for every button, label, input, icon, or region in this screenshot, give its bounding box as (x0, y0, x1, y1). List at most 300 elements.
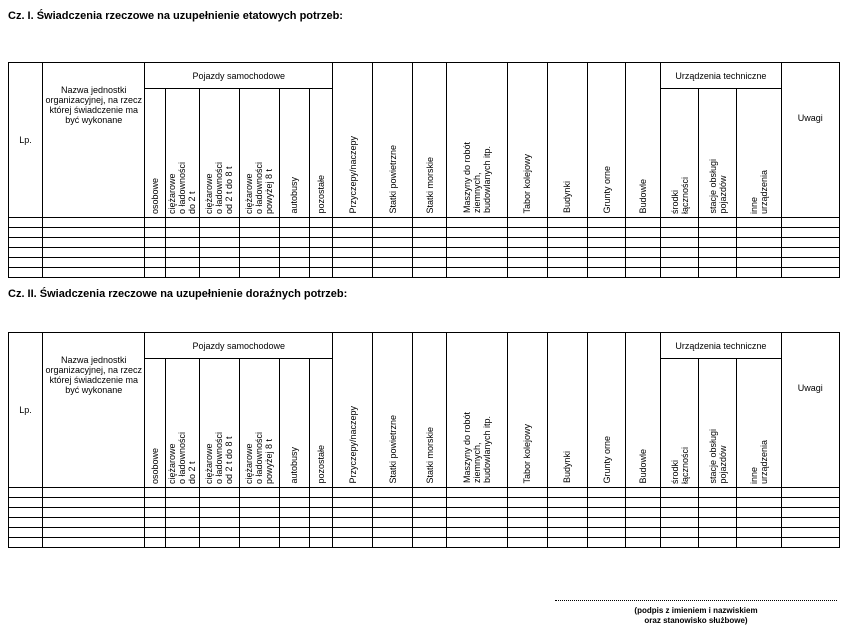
table-cell[interactable] (661, 518, 699, 528)
table-cell[interactable] (781, 268, 839, 278)
table-cell[interactable] (699, 498, 737, 508)
table-cell[interactable] (507, 228, 547, 238)
table-cell[interactable] (145, 538, 165, 548)
table-cell[interactable] (310, 228, 333, 238)
table-cell[interactable] (699, 268, 737, 278)
header-column-8 (626, 63, 661, 218)
table-cell[interactable] (9, 268, 43, 278)
table-cell[interactable] (145, 248, 165, 258)
table-cell[interactable] (661, 248, 699, 258)
table-cell[interactable] (279, 488, 309, 498)
table-cell[interactable] (737, 218, 781, 228)
table-cell[interactable] (165, 238, 199, 248)
table-cell[interactable] (447, 498, 507, 508)
table-cell[interactable] (373, 508, 413, 518)
table-cell[interactable] (626, 268, 661, 278)
table-cell[interactable] (279, 218, 309, 228)
header-column-5 (507, 333, 547, 488)
table-cell[interactable] (310, 258, 333, 268)
table-cell[interactable] (547, 538, 587, 548)
table-cell[interactable] (9, 248, 43, 258)
table-cell[interactable] (507, 528, 547, 538)
header-column-label: Przyczepy/naczepy (347, 405, 358, 484)
table-cell[interactable] (199, 268, 239, 278)
table-cell[interactable] (661, 218, 699, 228)
table-cell[interactable] (9, 258, 43, 268)
table-cell[interactable] (781, 508, 839, 518)
table-cell[interactable] (43, 538, 145, 548)
table-cell[interactable] (310, 268, 333, 278)
header-column-6 (547, 63, 587, 218)
table-cell[interactable] (333, 218, 373, 228)
header-column-label: Grunty orne (601, 165, 612, 214)
table-cell[interactable] (413, 268, 447, 278)
table-cell[interactable] (507, 508, 547, 518)
table-cell[interactable] (373, 238, 413, 248)
table-row (9, 228, 840, 238)
table-cell[interactable] (737, 488, 781, 498)
table-cell[interactable] (661, 508, 699, 518)
table-cell[interactable] (239, 268, 279, 278)
table-cell[interactable] (239, 528, 279, 538)
table-cell[interactable] (145, 228, 165, 238)
table-cell[interactable] (413, 538, 447, 548)
table-cell[interactable] (279, 498, 309, 508)
table-cell[interactable] (587, 488, 625, 498)
table-cell[interactable] (699, 238, 737, 248)
table-cell[interactable] (413, 258, 447, 268)
table-cell[interactable] (279, 228, 309, 238)
table-cell[interactable] (737, 258, 781, 268)
table-cell[interactable] (373, 218, 413, 228)
header-vehicle-label: autobusy (289, 447, 300, 484)
table-cell[interactable] (279, 268, 309, 278)
table-cell[interactable] (547, 228, 587, 238)
table-cell[interactable] (547, 268, 587, 278)
table-cell[interactable] (310, 238, 333, 248)
table-cell[interactable] (145, 488, 165, 498)
table-cell[interactable] (507, 518, 547, 528)
table-cell[interactable] (310, 498, 333, 508)
table-cell[interactable] (199, 218, 239, 228)
table-row (9, 498, 840, 508)
table-cell[interactable] (310, 528, 333, 538)
table-cell[interactable] (165, 248, 199, 258)
table-cell[interactable] (781, 488, 839, 498)
table-cell[interactable] (699, 248, 737, 258)
table-cell[interactable] (9, 238, 43, 248)
table-cell[interactable] (547, 508, 587, 518)
table-cell[interactable] (43, 228, 145, 238)
table-cell[interactable] (239, 218, 279, 228)
table-cell[interactable] (413, 498, 447, 508)
header-column-5 (507, 63, 547, 218)
table-cell[interactable] (239, 228, 279, 238)
table-cell[interactable] (781, 538, 839, 548)
table-cell[interactable] (165, 528, 199, 538)
table-row (9, 508, 840, 518)
table-cell[interactable] (547, 488, 587, 498)
table-cell[interactable] (447, 218, 507, 228)
table-cell[interactable] (239, 508, 279, 518)
table-cell[interactable] (661, 498, 699, 508)
table-cell[interactable] (333, 268, 373, 278)
table-cell[interactable] (239, 518, 279, 528)
header-vehicle-label: ciężarowe o ładowności od 2 t do 8 t (204, 161, 235, 214)
table-cell[interactable] (373, 268, 413, 278)
table-cell[interactable] (781, 528, 839, 538)
table-cell[interactable] (626, 228, 661, 238)
header-vehicle-label: ciężarowe o ładowności do 2 t (167, 431, 198, 484)
header-column-label: Budynki (562, 451, 573, 484)
table-cell[interactable] (9, 218, 43, 228)
table-cell[interactable] (587, 238, 625, 248)
table-cell[interactable] (43, 498, 145, 508)
table-cell[interactable] (547, 238, 587, 248)
table-cell[interactable] (626, 538, 661, 548)
table-cell[interactable] (699, 258, 737, 268)
table-cell[interactable] (43, 518, 145, 528)
table-cell[interactable] (333, 498, 373, 508)
table-cell[interactable] (626, 518, 661, 528)
header-column-2 (373, 63, 413, 218)
header-column-label: Budowle (638, 448, 649, 484)
table-cell[interactable] (661, 258, 699, 268)
table-cell[interactable] (239, 248, 279, 258)
header-vehicle-5 (279, 359, 309, 488)
table-cell[interactable] (165, 498, 199, 508)
table-cell[interactable] (310, 248, 333, 258)
table-cell[interactable] (165, 218, 199, 228)
table-cell[interactable] (587, 538, 625, 548)
table-cell[interactable] (9, 538, 43, 548)
table-cell[interactable] (279, 538, 309, 548)
header-vehicle-2 (165, 89, 199, 218)
table-cell[interactable] (279, 258, 309, 268)
table-cell[interactable] (547, 248, 587, 258)
header-device-3 (737, 89, 781, 218)
table-cell[interactable] (587, 218, 625, 228)
table-cell[interactable] (587, 228, 625, 238)
table-cell[interactable] (9, 528, 43, 538)
table-cell[interactable] (699, 508, 737, 518)
header-column-6 (547, 333, 587, 488)
header-column-label: Tabor kolejowy (522, 423, 533, 484)
header-vehicle-label: ciężarowe o ładowności od 2 t do 8 t (204, 431, 235, 484)
table-cell[interactable] (587, 268, 625, 278)
table-cell[interactable] (413, 528, 447, 538)
table-cell[interactable] (626, 528, 661, 538)
header-vehicle-6 (310, 89, 333, 218)
table-cell[interactable] (507, 218, 547, 228)
table-cell[interactable] (239, 498, 279, 508)
table-cell[interactable] (43, 258, 145, 268)
table-cell[interactable] (781, 228, 839, 238)
table-cell[interactable] (43, 488, 145, 498)
table-cell[interactable] (587, 248, 625, 258)
table-cell[interactable] (447, 258, 507, 268)
table-cell[interactable] (373, 498, 413, 508)
header-device-label: środki łączności (669, 446, 690, 484)
section-1-title: Cz. I. Świadczenia rzeczowe na uzupełnienie etatowych potrzeb: (8, 10, 343, 22)
table-cell[interactable] (199, 228, 239, 238)
table-cell[interactable] (781, 218, 839, 228)
table-cell[interactable] (43, 248, 145, 258)
table-cell[interactable] (413, 238, 447, 248)
table-cell[interactable] (661, 528, 699, 538)
header-column-1 (333, 333, 373, 488)
table-cell[interactable] (699, 228, 737, 238)
table-cell[interactable] (199, 498, 239, 508)
table-row (9, 528, 840, 538)
header-column-label: Budowle (638, 178, 649, 214)
header-column-8 (626, 333, 661, 488)
table-cell[interactable] (626, 488, 661, 498)
table-cell[interactable] (661, 268, 699, 278)
table-cell[interactable] (661, 538, 699, 548)
table-cell[interactable] (145, 528, 165, 538)
section-1-table (8, 62, 840, 278)
table-cell[interactable] (199, 488, 239, 498)
table-cell[interactable] (43, 218, 145, 228)
header-lp: Lp. (9, 63, 43, 218)
table-cell[interactable] (333, 528, 373, 538)
table-cell[interactable] (145, 518, 165, 528)
table-cell[interactable] (447, 508, 507, 518)
table-cell[interactable] (373, 538, 413, 548)
table-cell[interactable] (9, 508, 43, 518)
table-cell[interactable] (587, 258, 625, 268)
header-notes: Uwagi (781, 333, 839, 488)
table-cell[interactable] (699, 218, 737, 228)
table-cell[interactable] (447, 238, 507, 248)
table-cell[interactable] (447, 538, 507, 548)
table-row (9, 238, 840, 248)
table-cell[interactable] (447, 248, 507, 258)
table-cell[interactable] (587, 498, 625, 508)
table-cell[interactable] (310, 508, 333, 518)
table-cell[interactable] (373, 258, 413, 268)
table-cell[interactable] (507, 538, 547, 548)
table-cell[interactable] (373, 488, 413, 498)
header-vehicle-3 (199, 359, 239, 488)
table-row (9, 218, 840, 228)
table-row (9, 258, 840, 268)
table-cell[interactable] (239, 258, 279, 268)
table-cell[interactable] (279, 528, 309, 538)
table-cell[interactable] (9, 498, 43, 508)
table-cell[interactable] (165, 258, 199, 268)
table-cell[interactable] (373, 228, 413, 238)
table-cell[interactable] (507, 258, 547, 268)
table-cell[interactable] (626, 218, 661, 228)
table-cell[interactable] (165, 518, 199, 528)
table-cell[interactable] (737, 508, 781, 518)
section-2-title: Cz. II. Świadczenia rzeczowe na uzupełnienie doraźnych potrzeb: (8, 288, 348, 300)
table-cell[interactable] (333, 488, 373, 498)
header-vehicle-label: pozostałe (316, 175, 327, 214)
table-cell[interactable] (310, 518, 333, 528)
table-cell[interactable] (239, 538, 279, 548)
signature-line[interactable] (555, 600, 837, 601)
table-cell[interactable] (413, 508, 447, 518)
table-cell[interactable] (781, 248, 839, 258)
header-device-label: stacje obsługi pojazdów (707, 159, 728, 214)
table-row (9, 248, 840, 258)
table-cell[interactable] (626, 238, 661, 248)
table-cell[interactable] (145, 238, 165, 248)
table-cell[interactable] (413, 488, 447, 498)
table-row (9, 268, 840, 278)
table-cell[interactable] (507, 488, 547, 498)
header-column-label: Grunty orne (601, 435, 612, 484)
table-cell[interactable] (699, 538, 737, 548)
table-cell[interactable] (507, 268, 547, 278)
table-cell[interactable] (626, 508, 661, 518)
table-cell[interactable] (43, 528, 145, 538)
table-cell[interactable] (547, 258, 587, 268)
table-cell[interactable] (626, 248, 661, 258)
table-cell[interactable] (199, 518, 239, 528)
table-cell[interactable] (43, 268, 145, 278)
header-device-label: inne urządzenia (749, 169, 770, 214)
header-vehicle-label: ciężarowe o ładowności powyżej 8 t (244, 431, 275, 484)
table-cell[interactable] (43, 238, 145, 248)
table-cell[interactable] (661, 488, 699, 498)
header-column-7 (587, 333, 625, 488)
table-cell[interactable] (145, 268, 165, 278)
table-cell[interactable] (239, 488, 279, 498)
table-cell[interactable] (279, 518, 309, 528)
table-cell[interactable] (199, 238, 239, 248)
table-cell[interactable] (413, 518, 447, 528)
table-cell[interactable] (199, 258, 239, 268)
table-cell[interactable] (737, 248, 781, 258)
table-cell[interactable] (9, 228, 43, 238)
table-cell[interactable] (507, 238, 547, 248)
table-cell[interactable] (781, 518, 839, 528)
table-cell[interactable] (333, 508, 373, 518)
table-cell[interactable] (547, 498, 587, 508)
table-cell[interactable] (165, 228, 199, 238)
table-cell[interactable] (333, 538, 373, 548)
table-cell[interactable] (333, 238, 373, 248)
header-vehicle-4 (239, 89, 279, 218)
table-cell[interactable] (279, 248, 309, 258)
header-column-3 (413, 333, 447, 488)
table-cell[interactable] (373, 248, 413, 258)
table-cell[interactable] (699, 518, 737, 528)
table-cell[interactable] (447, 228, 507, 238)
table-cell[interactable] (310, 538, 333, 548)
table-cell[interactable] (239, 238, 279, 248)
table-cell[interactable] (373, 518, 413, 528)
table-cell[interactable] (447, 518, 507, 528)
table-cell[interactable] (587, 528, 625, 538)
table-cell[interactable] (661, 228, 699, 238)
table-cell[interactable] (626, 258, 661, 268)
table-cell[interactable] (333, 248, 373, 258)
table-cell[interactable] (413, 218, 447, 228)
table-cell[interactable] (547, 528, 587, 538)
table-cell[interactable] (737, 538, 781, 548)
table-cell[interactable] (447, 268, 507, 278)
signature-caption: (podpis z imieniem i nazwiskiem oraz stanowisko służbowe) (634, 606, 758, 625)
table-cell[interactable] (699, 488, 737, 498)
header-vehicle-1 (145, 89, 165, 218)
table-cell[interactable] (413, 228, 447, 238)
table-cell[interactable] (199, 528, 239, 538)
table-cell[interactable] (9, 518, 43, 528)
header-column-label: Statki powietrzne (387, 144, 398, 214)
table-cell[interactable] (165, 488, 199, 498)
table-cell[interactable] (447, 528, 507, 538)
table-cell[interactable] (699, 528, 737, 538)
table-cell[interactable] (145, 498, 165, 508)
table-cell[interactable] (507, 498, 547, 508)
table-cell[interactable] (145, 218, 165, 228)
header-device-label: środki łączności (669, 176, 690, 214)
table-cell[interactable] (626, 498, 661, 508)
table-cell[interactable] (333, 258, 373, 268)
table-cell[interactable] (781, 498, 839, 508)
header-device-1 (661, 359, 699, 488)
table-cell[interactable] (199, 248, 239, 258)
table-cell[interactable] (333, 228, 373, 238)
table-cell[interactable] (165, 268, 199, 278)
table-cell[interactable] (310, 488, 333, 498)
header-lp: Lp. (9, 333, 43, 488)
table-cell[interactable] (587, 518, 625, 528)
table-cell[interactable] (447, 488, 507, 498)
table-cell[interactable] (781, 258, 839, 268)
table-cell[interactable] (737, 268, 781, 278)
table-cell[interactable] (547, 218, 587, 228)
header-device-1 (661, 89, 699, 218)
table-cell[interactable] (737, 498, 781, 508)
header-vehicle-1 (145, 359, 165, 488)
table-cell[interactable] (737, 518, 781, 528)
table-cell[interactable] (279, 508, 309, 518)
table-cell[interactable] (587, 508, 625, 518)
table-cell[interactable] (781, 238, 839, 248)
table-cell[interactable] (507, 248, 547, 258)
table-cell[interactable] (165, 538, 199, 548)
table-cell[interactable] (9, 488, 43, 498)
header-device-2 (699, 359, 737, 488)
table-cell[interactable] (279, 238, 309, 248)
table-cell[interactable] (413, 248, 447, 258)
table-cell[interactable] (310, 218, 333, 228)
table-cell[interactable] (43, 508, 145, 518)
table-cell[interactable] (165, 508, 199, 518)
header-vehicle-label: ciężarowe o ładowności powyżej 8 t (244, 161, 275, 214)
table-cell[interactable] (145, 258, 165, 268)
table-cell[interactable] (737, 228, 781, 238)
table-cell[interactable] (547, 518, 587, 528)
table-cell[interactable] (333, 518, 373, 528)
table-cell[interactable] (373, 528, 413, 538)
header-column-1 (333, 63, 373, 218)
header-device-label: stacje obsługi pojazdów (707, 429, 728, 484)
table-cell[interactable] (199, 508, 239, 518)
table-cell[interactable] (199, 538, 239, 548)
table-cell[interactable] (145, 508, 165, 518)
table-cell[interactable] (737, 238, 781, 248)
table-cell[interactable] (661, 238, 699, 248)
table-cell[interactable] (737, 528, 781, 538)
header-device-3 (737, 359, 781, 488)
